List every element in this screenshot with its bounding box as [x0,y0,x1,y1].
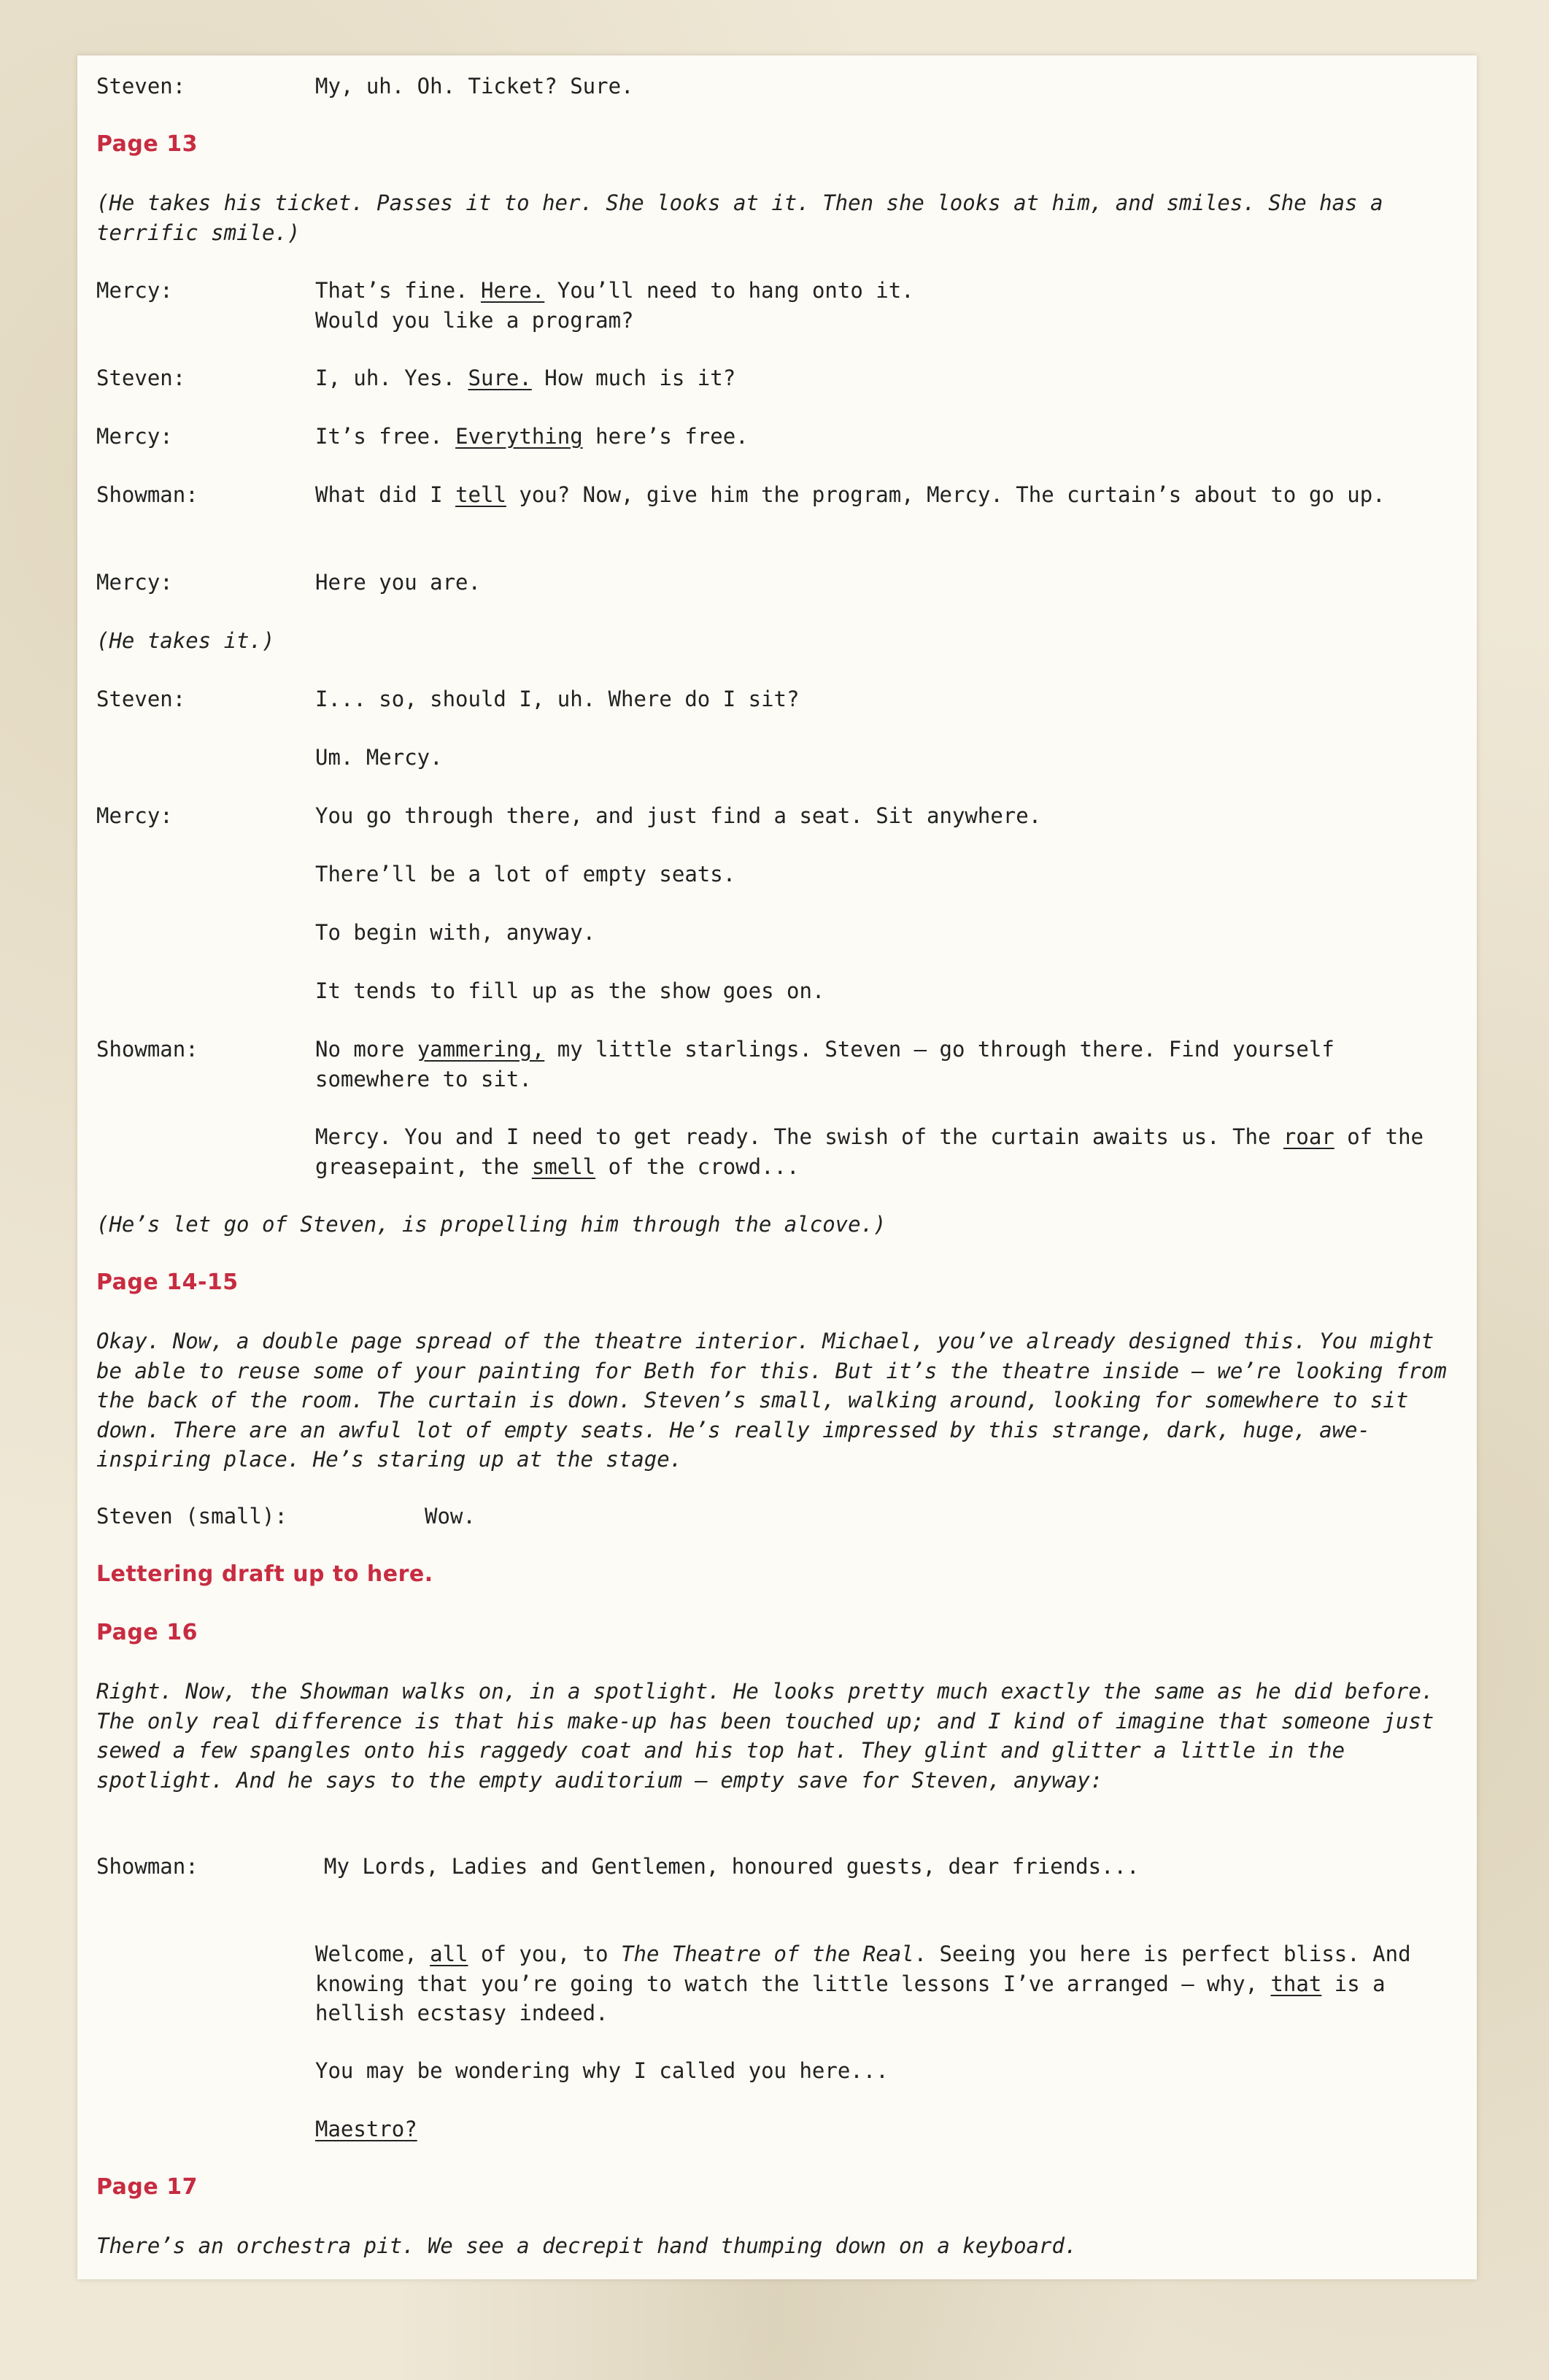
dialogue-block [96,72,1458,101]
dialogue-block [96,1122,1458,1182]
dialogue-text: Maestro? [315,2117,417,2141]
stage-direction: Okay. Now, a double page spread of the theatre interior. Michael, you’ve already designed this. You might be able to reuse some of your painting for Beth for this. But it’s the theatre inside – we’re looking from the back of the room. The curtain is down. Steven’s small, walking around, looking for somewhere to sit down. There are an awful lot of empty seats. He’s really impressed by this strange, dark, huge, awe-inspiring place. He’s staring up at the stage. [96,1329,1447,1472]
dialogue-block [96,801,1458,1007]
dialogue-block [96,422,1458,452]
dialogue-text: It tends to fill up as the show goes on. [315,978,825,1003]
speaker-name: Mercy: [96,803,173,828]
stage-direction: (He takes his ticket. Passes it to her. She looks at it. Then she looks at him, and smiles. She has a terrific smile.) [96,190,1383,245]
page-heading: Page 14-15 [96,1270,239,1295]
dialogue-block [96,363,1458,393]
dialogue-block [96,1939,1458,2028]
dialogue-text: Um. Mercy. [315,745,443,770]
speaker-name: Steven: [96,687,186,711]
dialogue-text: It’s free. Everything here’s free. [315,424,749,449]
stage-direction: Right. Now, the Showman walks on, in a spotlight. He looks pretty much exactly the same as he did before. The only real difference is that his make-up has been touched up; and I kind of imagine that someone just sewed a few spangles onto his raggedy coat and his top hat. They glint and glitter a little in the spotlight. And he says to the empty auditorium – empty save for Steven, anyway: [96,1679,1434,1793]
stage-direction: (He takes it.) [96,628,275,653]
speaker-name: Steven: [96,366,186,390]
dialogue-block [96,1852,1458,1882]
dialogue-text: What did I tell you? Now, give him the program, Mercy. The curtain’s about to go up. [315,482,1386,507]
dialogue-text: Mercy. You and I need to get ready. The swish of the curtain awaits us. The roar of the greasepaint, the smell of the crowd... [315,1124,1424,1179]
dialogue-block [96,2114,1458,2144]
speaker-name: Showman: [96,1854,198,1879]
speaker-name: Mercy: [96,570,173,595]
dialogue-text: Wow. [425,1504,476,1529]
speaker-name: Showman: [96,482,198,507]
dialogue-text: Here you are. [315,570,481,595]
dialogue-text: You may be wondering why I called you here... [315,2058,889,2083]
dialogue-block [96,568,1458,598]
dialogue-block [96,1502,1458,1531]
script-page [77,55,1477,2279]
dialogue-text: You go through there, and just find a seat. Sit anywhere. [315,803,1042,828]
speaker-name: Showman: [96,1037,198,1062]
dialogue-block [96,1035,1458,1094]
dialogue-text: Welcome, all of you, to The Theatre of the Real. Seeing you here is perfect bliss. And knowing that you’re going to watch the little lessons I’ve arranged – why, that is a hellish ecstasy indeed. [315,1942,1411,2025]
stage-direction: There’s an orchestra pit. We see a decrepit hand thumping down on a keyboard. [96,2233,1078,2258]
dialogue-block [96,276,1458,336]
dialogue-text: To begin with, anyway. [315,920,596,945]
speaker-name: Steven (small): [96,1504,287,1529]
dialogue-text: That’s fine. Here. You’ll need to hang onto it. Would you like a program? [315,278,914,333]
page-heading: Page 13 [96,131,198,157]
page-heading: Page 16 [96,1620,198,1645]
dialogue-block [96,2056,1458,2086]
dialogue-text: I... so, should I, uh. Where do I sit? [315,687,800,711]
speaker-name: Mercy: [96,424,173,449]
page-heading: Page 17 [96,2174,198,2200]
dialogue-text: I, uh. Yes. Sure. How much is it? [315,366,736,390]
lettering-note: Lettering draft up to here. [96,1561,433,1587]
dialogue-text: My, uh. Oh. Ticket? Sure. [315,74,634,98]
dialogue-block [96,684,1458,773]
dialogue-text: There’ll be a lot of empty seats. [315,862,736,886]
speaker-name: Mercy: [96,278,173,303]
dialogue-block [96,480,1458,540]
stage-direction: (He’s let go of Steven, is propelling him through the alcove.) [96,1212,886,1237]
speaker-name: Steven: [96,74,186,98]
dialogue-text: No more yammering, my little starlings. Steven – go through there. Find yourself somewhere to sit. [315,1037,1334,1092]
dialogue-text: My Lords, Ladies and Gentlemen, honoured guests, dear friends... [324,1854,1140,1879]
